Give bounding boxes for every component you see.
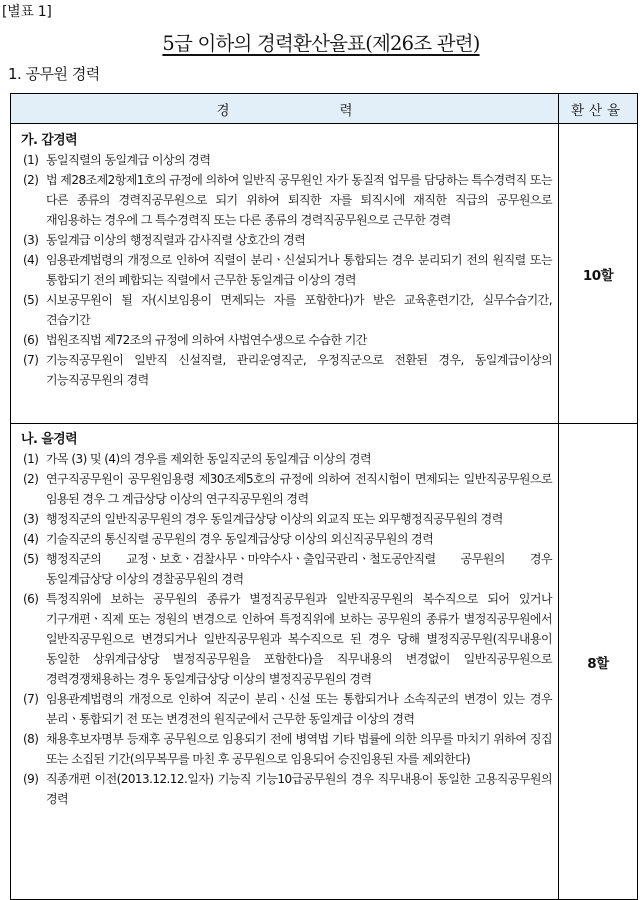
eul-career-title: 나. 을경력 [21,432,78,447]
list-item: (9) 직종개편 이전(2013.12.12.일자) 기능직 기능10급공무원의 경우 직무내용이 동일한 고용직공무원의 경력 [23,772,552,806]
list-item: (5) 행정직군의 교정ㆍ보호ㆍ검찰사무ㆍ마약수사ㆍ출입국관리ㆍ철도공안직렬 공무원의 경우 동일계급상당 이상의 경찰공무원의 경력 [23,552,552,586]
list-item: (4) 임용관계법령의 개정으로 인하여 직렬이 분리ㆍ신설되거나 통합되는 경우 분리되기 전의 원직렬 또는 통합되기 전의 폐합되는 직렬에서 근무한 동일계급 이상의 경력 [23,253,552,287]
eul-career-rate: 8할 [559,424,638,900]
gap-career-cell [11,124,559,424]
section-heading: 1. 공무원 경력 [8,65,100,83]
list-item: (1) 가목 (3) 및 (4)의 경우를 제외한 동일직군의 동일계급 이상의 경력 [23,452,372,466]
list-item: (7) 기능직공무원이 일반직 신설직렬, 관리운영직군, 우정직군으로 전환된 경우, 동일계급이상의 기능직공무원의 경력 [23,353,552,387]
list-item: (5) 시보공무원이 될 자(시보임용이 면제되는 자를 포함한다)가 받은 교육훈련기간, 실무수습기간, 견습기간 [23,293,552,327]
annex-label: [별표 1] [2,4,52,20]
table-row-eul-career [11,424,638,900]
list-item: (4) 기술직군의 통신직렬 공무원의 경우 동일계급상당 이상의 외신직공무원의 경력 [23,532,434,546]
list-item: (7) 임용관계법령의 개정으로 인하여 직군이 분리ㆍ신설 또는 통합되거나 소속직군의 변경이 있는 경우 분리ㆍ통합되기 전 또는 변경전의 원직군에서 근무한 동일계급 이상의 경력 [23,692,552,726]
eul-career-cell [11,424,559,900]
header-career-char-2: 력 [339,102,353,119]
list-item: (3) 행정직군의 일반직공무원의 경우 동일계급상당 이상의 외교직 또는 외무행정직공무원의 경력 [23,512,503,526]
list-item: (8) 채용후보자명부 등재후 공무원으로 임용되기 전에 병역법 기타 법률에 의한 의무를 마치기 위하여 징집 또는 소집된 기간(의무복무를 마친 후 공무원으로 임용되어 승진임용된 자를 제외한다) [23,732,552,766]
list-item: (6) 특정직위에 보하는 공무원의 종류가 별정직공무원과 일반직공무원의 복수직으로 되어 있거나 기구개편ㆍ직제 또는 정원의 변경으로 인하여 특정직위에 보하는 공무원의 종류가 별정직공무원에서 일반직공무원으로 변경되거나 일반직공무원과 복수직으로 된 경우 당해 별정직공무원(직무내용이 동일한 상위계급상당 별정직공무원을 포함한다)을 직무내용의 변경없이 일반직공무원으로 경력경쟁채용하는 경우 동일계급상당 이상의 별정직공무원의 경력 [23,592,552,686]
header-career [11,94,559,124]
list-item: (3) 동일계급 이상의 행정직렬과 감사직렬 상호간의 경력 [23,233,306,247]
career-conversion-table [10,93,638,900]
list-item: (2) 법 제28조제2항제1호의 규정에 의하여 일반직 공무원인 자가 동질적 업무를 담당하는 특수경력직 또는 다른 종류의 경력직공무원으로 되기 위하여 퇴직한 자를 퇴직시에 재직한 직급의 공무원으로 재임용하는 경우에 그 특수경력직 또는 다른 종류의 경력직공무원으로 근무한 경력 [23,173,552,227]
gap-career-list [21,150,552,390]
table-row-gap-career [11,124,638,424]
document-title [0,28,642,56]
header-rate: 환산율 [559,94,638,124]
list-item: (1) 동일직렬의 동일계급 이상의 경력 [23,153,211,167]
list-item: (6) 법원조직법 제72조의 규정에 의하여 사법연수생으로 수습한 기간 [23,333,367,347]
table-header-row [11,94,638,124]
eul-career-list [21,449,552,809]
gap-career-title: 가. 갑경력 [21,133,78,148]
list-item: (2) 연구직공무원이 공무원임용령 제30조제5호의 규정에 의하여 전직시험이 면제되는 일반직공무원으로 임용된 경우 그 계급상당 이상의 연구직공무원의 경력 [23,472,552,506]
gap-career-rate: 10할 [559,124,638,424]
header-career-char-1: 경 [216,102,230,119]
document-title-text: 5급 이하의 경력환산율표(제26조 관련) [162,32,480,55]
